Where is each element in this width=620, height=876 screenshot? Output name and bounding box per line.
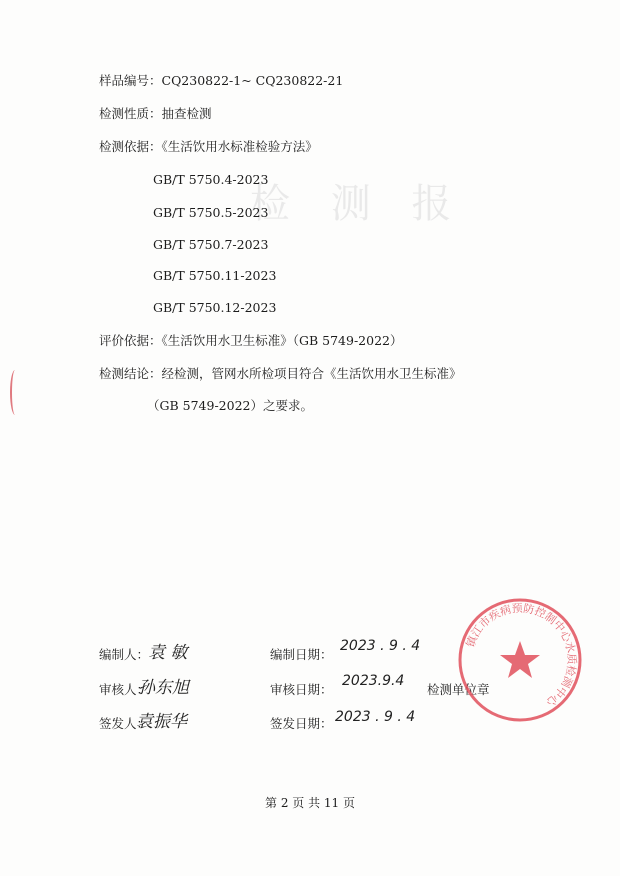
seal-text: 镇江市疾病预防控制中心水质检测中心 [463, 601, 579, 709]
page-number: 第 2 页 共 11 页 [265, 796, 355, 810]
sample-number: 样品编号：CQ230822-1~ CQ230822-21 [99, 73, 344, 88]
compile-date: 2023 . 9 . 4 [340, 638, 421, 654]
seal-star-icon [500, 641, 540, 678]
reviewer-signature: 孙东旭 [138, 678, 189, 698]
standard-item: GB/T 5750.7-2023 [153, 237, 269, 252]
compile-date-label: 编制日期： [270, 647, 333, 662]
conclusion-line-1: 检测结论：经检测，管网水所检项目符合《生活饮用水卫生标准》 [99, 366, 462, 381]
review-date: 2023.9.4 [342, 673, 405, 689]
issue-date-label: 签发日期： [270, 716, 333, 731]
standard-item: GB/T 5750.5-2023 [153, 205, 269, 220]
compiler-signature: 袁 敏 [148, 643, 188, 663]
reviewer-label: 审核人： [99, 682, 150, 697]
watermark: 检 测 报 [250, 181, 466, 227]
standard-item: GB/T 5750.4-2023 [153, 172, 269, 187]
issuer-signature: 袁振华 [136, 712, 187, 732]
conclusion-line-2: （GB 5749-2022）之要求。 [147, 398, 313, 413]
testing-unit-seal-label: 检测单位章 [427, 682, 490, 697]
official-seal [455, 595, 585, 725]
evaluation-basis: 评价依据：《生活饮用水卫生标准》（GB 5749-2022） [99, 333, 403, 348]
test-basis: 检测依据：《生活饮用水标准检验方法》 [99, 139, 318, 154]
standard-item: GB/T 5750.12-2023 [153, 300, 277, 315]
standard-item: GB/T 5750.11-2023 [153, 268, 277, 283]
issue-date: 2023 . 9 . 4 [335, 709, 416, 725]
review-date-label: 审核日期： [270, 682, 333, 697]
issuer-label: 签发人： [99, 716, 150, 731]
perforation-mark [10, 370, 20, 415]
test-nature: 检测性质：抽查检测 [99, 106, 212, 121]
compiler-label: 编制人： [99, 647, 150, 662]
